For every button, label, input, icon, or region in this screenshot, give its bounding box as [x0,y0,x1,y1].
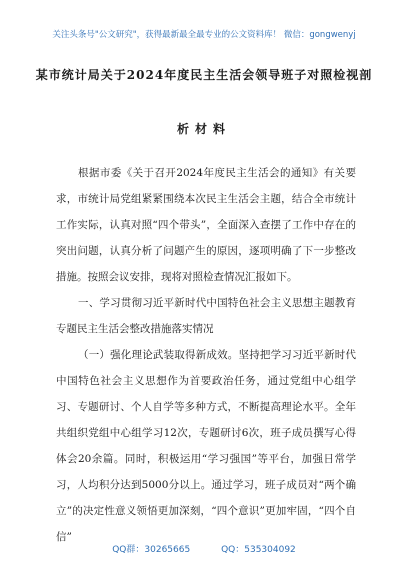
paragraph-intro: 根据市委《关于召开2024年度民主生活会的通知》有关要求，市统计局党组紧紧围绕本次民主生活会主题，结合全市统计工作实际，认真对照“四个带头”，全面深入查摆了工作中存在的突出问题，认真分析了问题产生的原因，逐项明确了下一步整改措施。按照会议安排，现将对照检查情况汇报如下。 [56,167,356,283]
document-title-line-1: 某市统计局关于2024年度民主生活会领导班子对照检视剖 [35,68,373,82]
footer-contact [0,542,408,555]
footer-qq-group: QQ群：30265665 [112,545,191,555]
footer-qq: QQ：535304092 [221,545,296,555]
header-promo-note: 关注头条号"公文研究"，获得最新最全最专业的公文资料库！ 微信：gongwenyj [52,30,356,40]
paragraph-section-heading: 一、学习贯彻习近平新时代中国特色社会主义思想主题教育专题民主生活会整改措施落实情况 [56,297,356,335]
document-body [56,160,356,550]
paragraph-theory-study: （一）强化理论武装取得新成效。坚持把学习习近平新时代中国特色社会主义思想作为首要政治任务，通过党组中心组学习、专题研讨、个人自学等多种方式，不断提高理论水平。全年共组织党组中心组学习12次，专题研讨6次，班子成员撰写心得体会20余篇。同时，积极运用“学习强国”等平台，加强日常学习，人均积分达到5000分以上。通过学习，班子成员对“两个确立”的决定性意义领悟更加深刻，“四个意识”更加牢固，“四个自信” [56,349,356,543]
document-title-line-2: 析材料 [176,122,231,136]
